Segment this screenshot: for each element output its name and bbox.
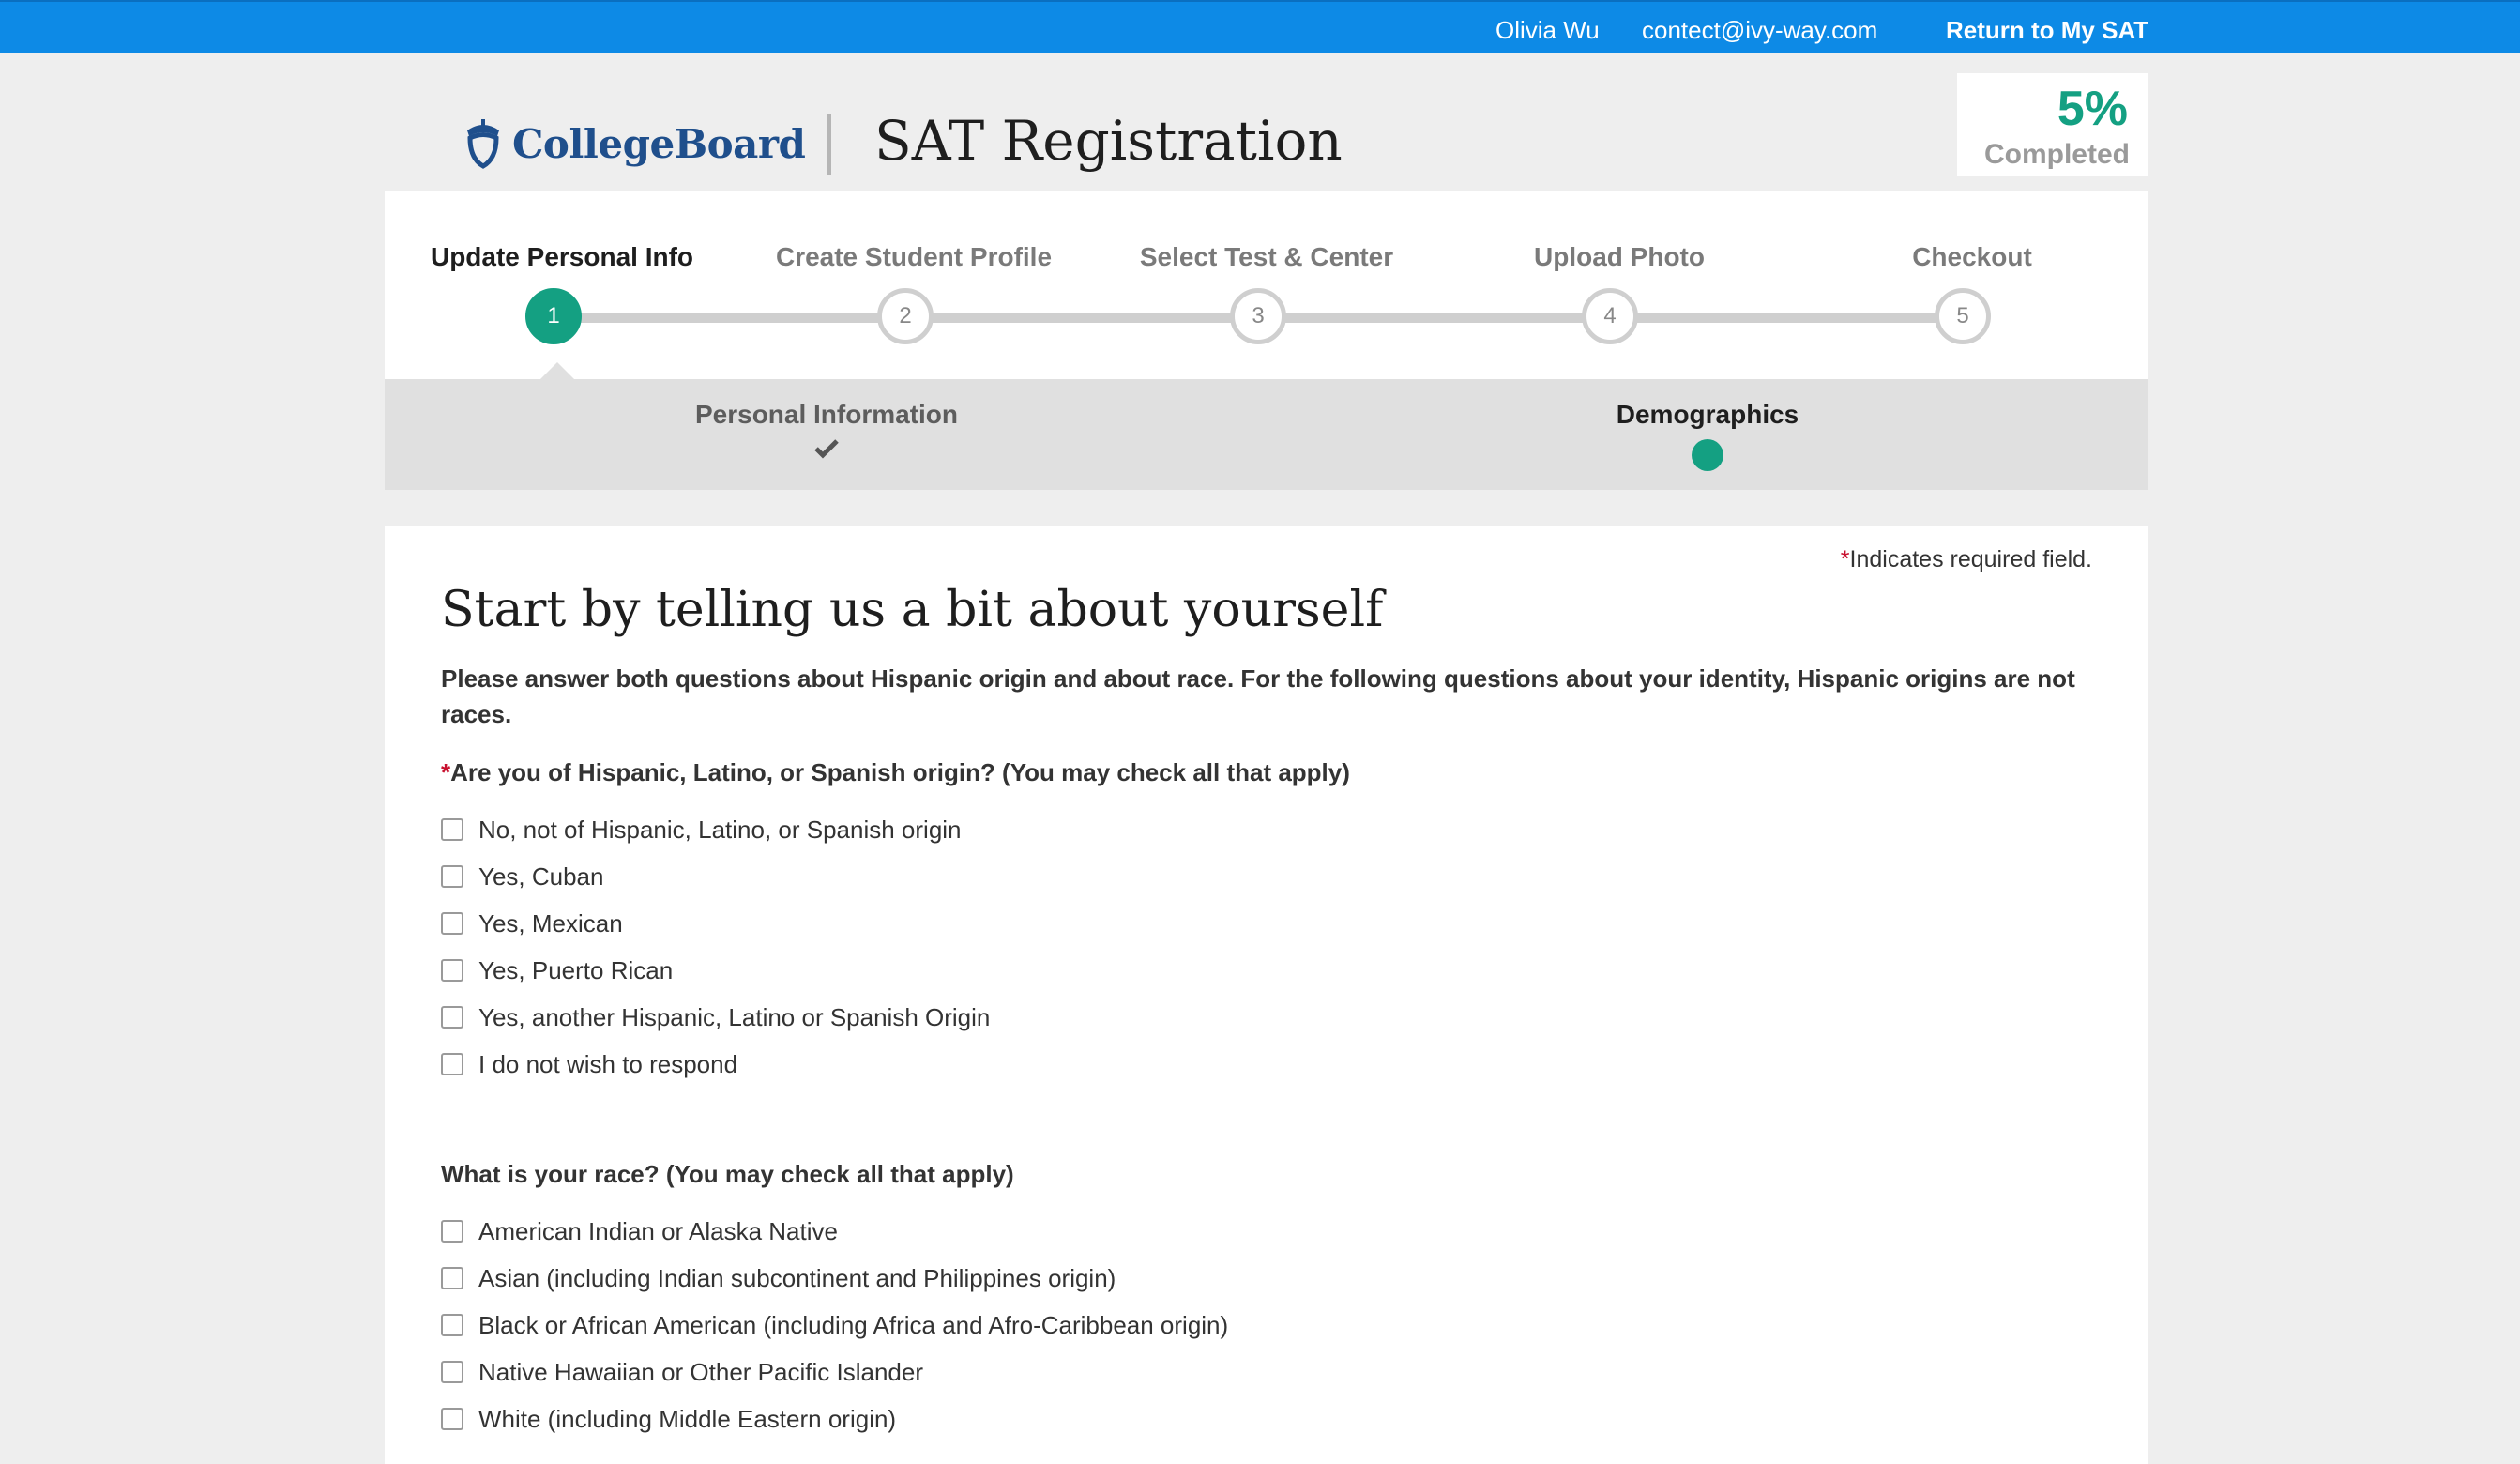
required-field-note	[1841, 546, 2092, 573]
option-label: Yes, Puerto Rican	[478, 955, 674, 984]
option-label: Native Hawaiian or Other Pacific Islander	[478, 1357, 923, 1386]
option-label: White (including Middle Eastern origin)	[478, 1404, 897, 1433]
step-label-checkout: Checkout	[1912, 242, 2032, 271]
form-intro: Please answer both questions about Hispanic origin and about race. For the following questions about your identity, Hispanic origins are not races.	[441, 664, 2075, 728]
option-label: Yes, Cuban	[478, 862, 604, 891]
checkbox[interactable]	[441, 1361, 463, 1383]
step-circle-2: 2	[877, 288, 934, 344]
hispanic-question-text: Are you of Hispanic, Latino, or Spanish origin? (You may check all that apply)	[450, 758, 1350, 786]
race-option-white[interactable]	[441, 1403, 896, 1435]
checkbox[interactable]	[441, 1314, 463, 1336]
race-option-asian[interactable]	[441, 1262, 1116, 1294]
step-label-update-personal-info[interactable]: Update Personal Info	[430, 242, 694, 271]
progress-indicator	[1957, 73, 2148, 176]
registration-steps	[385, 191, 2148, 379]
form-title: Start by telling us a bit about yourself	[441, 582, 1384, 638]
hispanic-option-no-response[interactable]	[441, 1048, 737, 1080]
acorn-logo-icon	[462, 117, 505, 170]
option-label: Yes, another Hispanic, Latino or Spanish Origin	[478, 1002, 991, 1031]
checkmark-icon	[813, 437, 840, 460]
race-option-native-hawaiian[interactable]	[441, 1356, 923, 1388]
checkbox[interactable]	[441, 1408, 463, 1430]
return-to-my-sat-link[interactable]: Return to My SAT	[1946, 16, 2149, 44]
user-email: contect@ivy-way.com	[1642, 16, 1878, 44]
option-label: I do not wish to respond	[478, 1049, 738, 1078]
checkbox[interactable]	[441, 865, 463, 888]
step-label-upload-photo: Upload Photo	[1534, 242, 1705, 271]
hispanic-option-cuban[interactable]	[441, 861, 603, 892]
option-label: Asian (including Indian subcontinent and Philippines origin)	[478, 1263, 1116, 1292]
race-option-black[interactable]	[441, 1309, 1228, 1341]
required-star: *	[1840, 546, 1850, 572]
checkbox[interactable]	[441, 912, 463, 935]
option-label: Yes, Mexican	[478, 908, 623, 938]
current-substep-dot	[1692, 439, 1723, 471]
user-name: Olivia Wu	[1495, 16, 1600, 44]
checkbox[interactable]	[441, 1053, 463, 1075]
step-label-select-test-center: Select Test & Center	[1139, 242, 1394, 271]
hispanic-option-not-hispanic[interactable]	[441, 814, 962, 846]
substeps-bar	[385, 379, 2148, 490]
checkbox[interactable]	[441, 1006, 463, 1029]
logo-text: CollegeBoard	[512, 120, 806, 167]
hispanic-option-mexican[interactable]	[441, 907, 623, 939]
step-circle-1[interactable]: 1	[525, 288, 582, 344]
option-label: No, not of Hispanic, Latino, or Spanish origin	[478, 815, 962, 844]
substep-personal-information[interactable]: Personal Information	[694, 400, 959, 429]
checkbox[interactable]	[441, 959, 463, 982]
top-bar	[0, 0, 2520, 53]
step-circle-5: 5	[1935, 288, 1991, 344]
step-circle-4: 4	[1582, 288, 1638, 344]
race-question: What is your race? (You may check all that apply)	[441, 1160, 1014, 1188]
hispanic-option-another[interactable]	[441, 1001, 990, 1033]
header-divider	[827, 114, 831, 175]
option-label: American Indian or Alaska Native	[478, 1216, 838, 1245]
checkbox[interactable]	[441, 1220, 463, 1243]
progress-label: Completed	[1983, 139, 2130, 170]
step-label-create-student-profile: Create Student Profile	[775, 242, 1053, 271]
step-circle-3: 3	[1230, 288, 1286, 344]
page-title: SAT Registration	[874, 109, 1343, 173]
race-option-american-indian[interactable]	[441, 1215, 838, 1247]
option-label: Black or African American (including Africa and Afro-Caribbean origin)	[478, 1310, 1229, 1339]
substep-demographics: Demographics	[1616, 400, 1799, 429]
checkbox[interactable]	[441, 1267, 463, 1289]
required-star: *	[441, 758, 451, 786]
collegeboard-logo[interactable]	[462, 114, 805, 173]
active-step-pointer	[540, 362, 574, 379]
progress-percent: 5%	[2057, 82, 2128, 136]
demographics-form	[385, 526, 2148, 1464]
checkbox[interactable]	[441, 818, 463, 841]
hispanic-origin-question	[441, 758, 1350, 787]
required-note-text: Indicates required field.	[1849, 546, 2092, 572]
hispanic-option-puerto-rican[interactable]	[441, 954, 673, 986]
